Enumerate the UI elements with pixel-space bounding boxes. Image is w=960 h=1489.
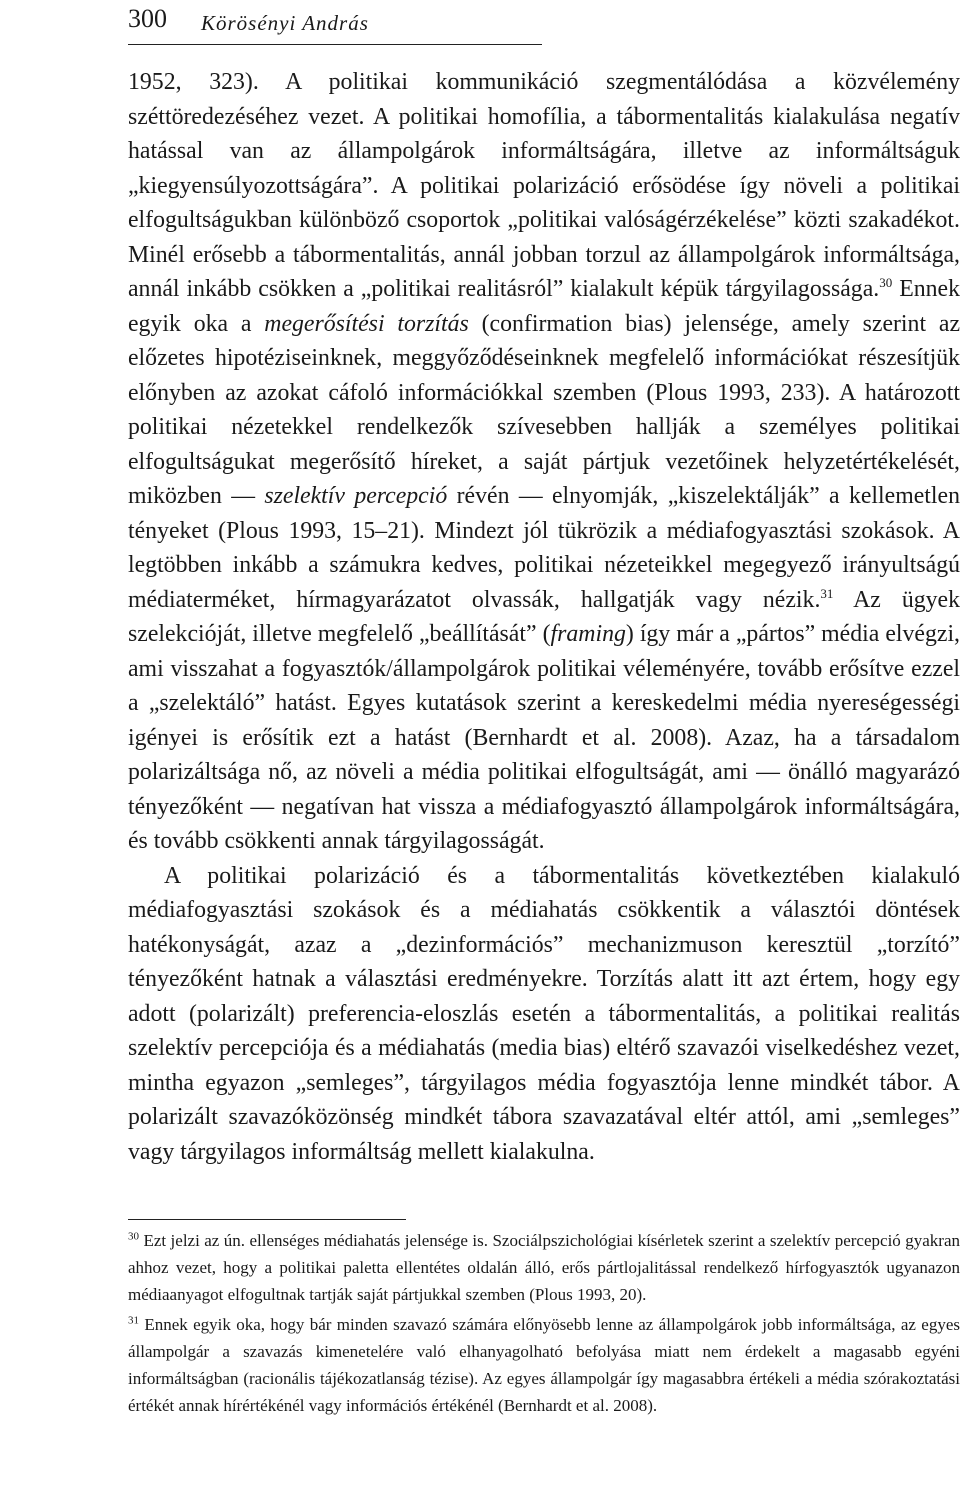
footnote-31-number: 31 — [128, 1313, 139, 1326]
paragraph-1-text-4: révén — elnyomják, „kiszelektálják” a kellemetlen tényeket (Plous 1993, 15–21). Mindezt jól tükrözik a médiafogyasztási szokások. A legtöbben inkább a számukra kedves, politikai nézeteikkel megegyező irányultságú médiaterméket, hírmagyarázatot olvassák, hallgatják vagy nézik. — [128, 483, 960, 613]
paragraph-1 — [128, 65, 960, 859]
page-number: 300 — [128, 4, 167, 33]
paragraph-2: A politikai polarizáció és a tábormentalitás következtében kialakuló médiafogyasztási szokások és a médiahatás csökkentik a választói döntések hatékonyságát, azaz a „dezinformációs” mechanizmuson keresztül „torzító” tényezőként hatnak a választási eredményekre. Torzítás alatt itt azt értem, hogy egy adott (polarizált) preferencia-eloszlás esetén a tábormentalitás, a politikai realitás szelektív percepciója és a médiahatás (media bias) eltérő szavazói viselkedéshez vezet, mintha egyazon „semleges”, tárgyilagos média fogyasztója lenne mindkét tábor. A polarizált szavazóközönség mindkét tábora szavazatával eltér attól, ami „semleges” vagy tárgyilagos informáltság mellett kialakulna. — [128, 862, 960, 1165]
footnote-30-text: Ezt jelzi az ún. ellenséges médiahatás jelensége is. Szociálpszichológiai kísérletek szerint a szelektív percepció gyakran ahhoz vezet, hogy a politikai paletta ellentétes oldalán álló, erős pártlojalitással rendelkező hírfogyasztók ugyanazon médiaanyagot elfogultnak tartják saját pártjukkal szemben (Plous 1993, 20). — [128, 1231, 960, 1305]
page-header — [128, 0, 542, 45]
footnote-30-number: 30 — [128, 1230, 139, 1243]
paragraph-1-text-3: (confirmation bias) jelensége, amely szerint az előzetes hipotéziseinknek, meggyőződéseinknek megfelelő információkat részesítjük előnyben az azokat cáfoló információkkal szemben (Plous 1993, 233). A határozott politikai nézetekkel rendelkezők szívesebben hallják a személyes politikai elfogultságukat megerősítő híreket, a saját pártjuk vezetőinek helyzetértékelését, miközben — — [128, 310, 960, 509]
footnote-divider — [128, 1219, 406, 1220]
footnote-ref-31: 31 — [820, 585, 834, 601]
term-confirmation-bias: megerősítési torzítás — [264, 310, 469, 337]
footnote-30 — [128, 1227, 960, 1309]
footnotes — [128, 1227, 960, 1419]
main-text — [128, 65, 960, 1169]
footnote-ref-30: 30 — [879, 275, 893, 291]
paragraph-1-text-1: 1952, 323). A politikai kommunikáció szegmentálódása a közvélemény széttöredezéséhez vezet. A politikai homofília, a tábormentalitás kialakulása negatív hatással van az állampolgárok informáltságára, illetve az informáltságuk „kiegyensúlyozottságára”. A politikai polarizáció erősödése így növeli a politikai elfogultságukban különböző csoportok „politikai valóságérzékelése” közti szakadékot. Minél erősebb a tábormentalitás, annál jobban torzul az állampolgárok informáltsága, annál inkább csökken a „politikai realitásról” kialakult képük tárgyilagossága. — [128, 69, 960, 302]
footnote-31 — [128, 1311, 960, 1420]
running-head-author: Körösényi András — [201, 11, 369, 35]
paragraph-1-text-5: Az ügyek szelekcióját, illetve megfelelő „beállítását” ( — [128, 586, 960, 647]
term-selective-perception: szelektív percepció — [264, 483, 448, 509]
paragraph-1-text-6: ) így már a „pártos” média elvégzi, ami visszahat a fogyasztók/állampolgárok politikai véleményére, tovább erősítve ezzel a „szelektáló” hatást. Egyes kutatások szerint a kereskedelmi média nyereségességi igényei is erősítik ezt a hatást (Bernhardt et al. 2008). Azaz, ha a társadalom polarizáltsága nő, az növeli a média politikai elfogultságát, ami — önálló magyarázó tényezőként — negatívan hat vissza a médiafogyasztó állampolgárok informáltságára, és tovább csökkenti annak tárgyilagosságát. — [128, 621, 960, 854]
footnote-31-text: Ennek egyik oka, hogy bár minden szavazó számára előnyösebb lenne az állampolgárok jobb informáltsága, az egyes állampolgár a szavazás kimenetelére való elhanyagolható befolyása miatt nem érdekelt a magasabb egyéni informáltságban (racionális tájékozatlanság tézise). Az egyes állampolgár így magasabbra értékeli a média szórakoztatási értékét annak hírértékénél vagy információs értékénél (Bernhardt et al. 2008). — [128, 1314, 960, 1416]
paragraph-1-text-2: Ennek egyik oka a — [128, 276, 960, 337]
term-framing: framing — [550, 621, 626, 647]
